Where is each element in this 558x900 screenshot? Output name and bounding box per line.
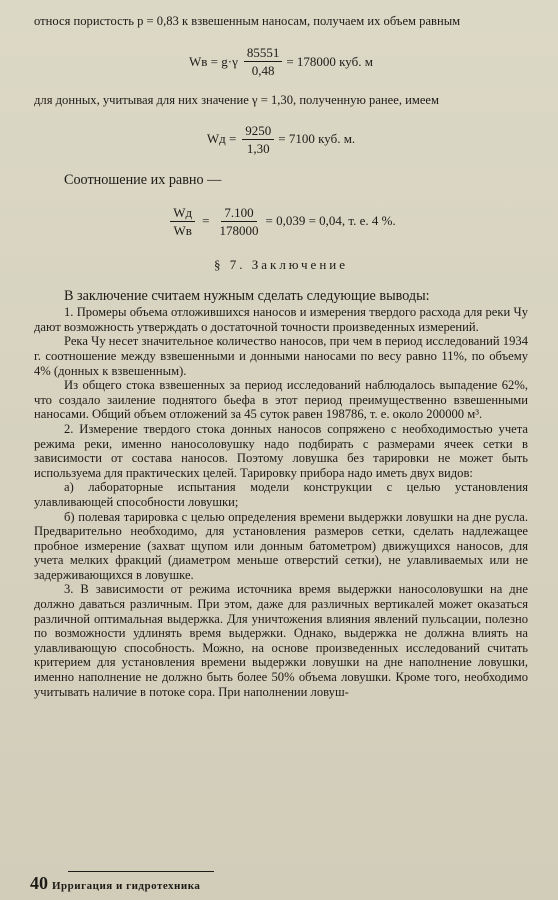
formula1-lhs: Wв = g·γ	[189, 53, 238, 69]
formula2-fraction	[242, 123, 274, 156]
intro-paragraph: относя пористость p = 0,83 к взвешенным наносам, получаем их объем равным	[34, 14, 461, 28]
ratio-intro: Соотношение их равно —	[64, 172, 222, 189]
page-number: 40	[30, 873, 48, 893]
formula3-frac2-numerator: 7.100	[221, 205, 256, 222]
formula2-lhs: Wд =	[206, 131, 237, 147]
conclusion-paragraph: 1. Промеры объема отложившихся наносов и измерения твердого расхода для реки Чу дают возможность утверждать о достаточной точности произведенных измерений.	[34, 305, 528, 334]
formula3-frac1-denominator: Wв	[173, 222, 192, 238]
formula2-denominator: 1,30	[246, 140, 270, 156]
formula2-rhs: = 7100 куб. м.	[278, 131, 356, 147]
formula1-numerator: 85551	[244, 45, 283, 62]
formula3-fraction-numeric	[217, 205, 262, 238]
conclusion-paragraph: а) лабораторные испытания модели конструкции с целью установления улавливающей способности ловушки;	[34, 480, 528, 509]
formula2-numerator: 9250	[242, 123, 274, 140]
formula-ratio: $\frac{Wд}{Wв}$ = $\frac{7.100}{178000}$ = 0,039 = 0,04, т. е. 4 %.	[34, 201, 528, 241]
page-footer	[30, 873, 200, 894]
conclusion-paragraph: б) полевая тарировка с целью определения времени выдержки ловушки на дне русла. Предварительно необходимо, для установления размеров сетки, сделать надлежащее пробное измерение (захват щупом или донным батометром) движущихся наносов, для учета мелких фракций (диаметром меньше отверстий сетки), не улавливаемых или не задерживающихся в ловушке.	[34, 509, 528, 582]
formula3-rhs: = 0,039 = 0,04, т. е. 4 %.	[265, 213, 396, 229]
footer-rule	[68, 871, 214, 872]
formula3-frac1-numerator: Wд	[170, 205, 195, 222]
formula1-fraction	[244, 45, 283, 78]
formula-suspended-volume	[34, 41, 528, 83]
journal-title: Ирригация и гидротехника	[52, 880, 201, 892]
conclusion-paragraph: В заключение считаем нужным сделать следующие выводы:	[64, 288, 430, 305]
bottom-sediment-paragraph: для донных, учитывая для них значение γ = 1,30, полученную ранее, имеем	[34, 92, 439, 107]
conclusion-paragraph: Река Чу несет значительное количество наносов, при чем в период исследований 1934 г. соотношение между взвешенными и донными наносами по весу равно 11%, по объему 4% (донных к взвешенным).	[34, 334, 528, 378]
conclusion-paragraph: 3. В зависимости от режима источника время выдержки наносоловушки на дне должно даваться различным. При этом, даже для различных вертикалей может оказаться различной оптимальная выдержка. Для уничтожения влияния явлений пульсации, полезно по возможности удлинять время выдержки. Однако, выдержка не должна влиять на улавливающую способность. Можно, на основе произведенных исследований считать критерием для установления времени выдержки ловушки на дне наполнение ловушки, именно наполнение не должно быть более 50% объема ловушки. Кроме того, необходимо учитывать наличие в потоке сора. При наполнении ловуш-	[34, 582, 528, 699]
formula3-frac2-denominator: 178000	[219, 222, 259, 238]
formula3-fraction-symbolic	[170, 205, 195, 238]
section-heading: § 7. Заключение	[213, 257, 349, 273]
conclusion-paragraph: Из общего стока взвешенных за период исследований наблюдалось выпадение 62%, что создало заиление поднятого бьефа в этот период преимущественно взвешенными наносами. Общий объем отложений за 45 суток равен 198786, т. е. около 200000 м³.	[34, 378, 528, 422]
formula1-rhs: = 178000 куб. м	[286, 53, 373, 69]
formula-bottom-volume	[34, 119, 528, 159]
conclusion-paragraph: 2. Измерение твердого стока донных наносов сопряжено с необходимостью учета режима реки, именно наносоловушку надо подбирать с размерами ячеек сетки в зависимости от состава наносов. Поэтому ловушка без тарировки не может быть используема для практических целей. Тарировку прибора надо иметь двух видов:	[34, 421, 528, 480]
formula1-denominator: 0,48	[251, 63, 275, 79]
